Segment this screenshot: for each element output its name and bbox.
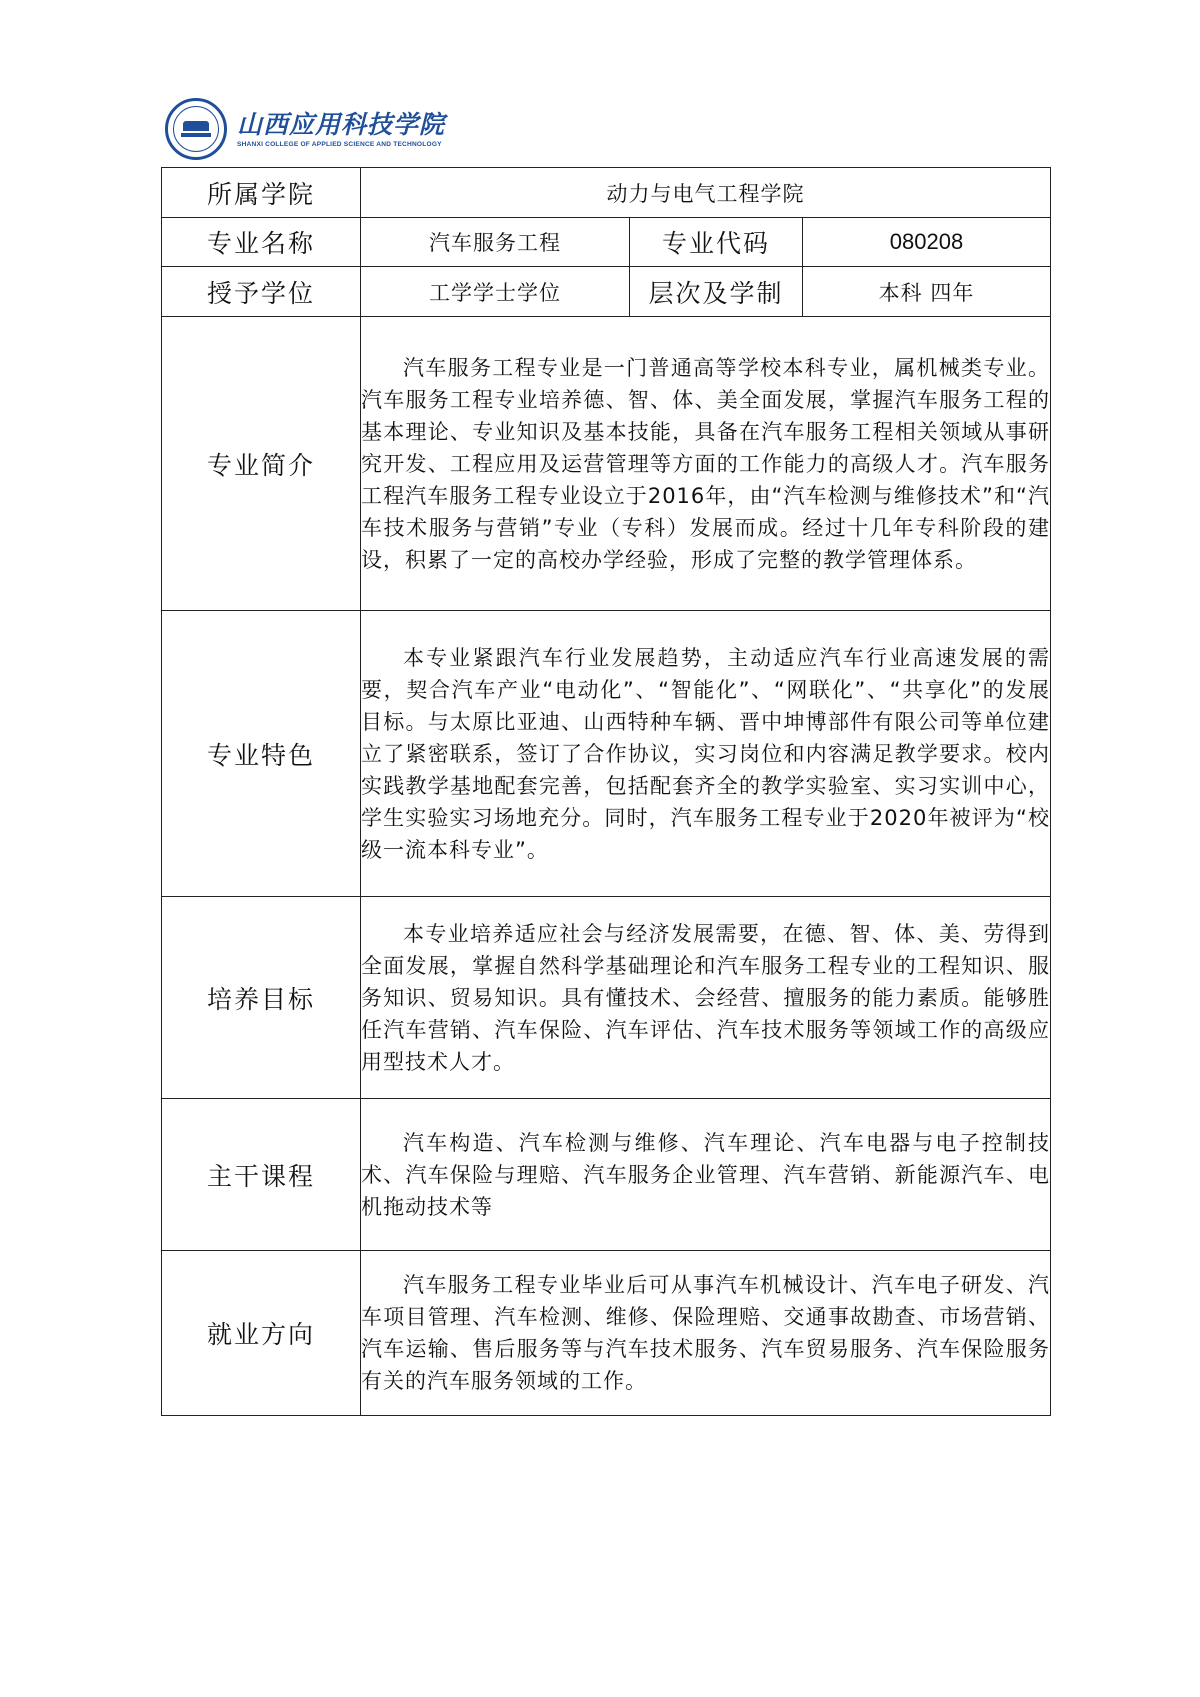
major-label: 专业名称 xyxy=(162,218,361,267)
row-intro xyxy=(162,317,1051,611)
school-seal-icon xyxy=(165,98,227,160)
careers-cell xyxy=(361,1251,1051,1416)
courses-cell xyxy=(361,1099,1051,1251)
row-major xyxy=(162,218,1051,267)
courses-label: 主干课程 xyxy=(162,1099,361,1251)
degree-label: 授予学位 xyxy=(162,267,361,317)
goals-text: 本专业培养适应社会与经济发展需要，在德、智、体、美、劳得到全面发展，掌握自然科学基础理论和汽车服务工程专业的工程知识、服务知识、贸易知识。具有懂技术、会经营、擅服务的能力素质。能够胜任汽车营销、汽车保险、汽车评估、汽车技术服务等领域工作的高级应用型技术人才。 xyxy=(361,921,1051,1074)
careers-label: 就业方向 xyxy=(162,1251,361,1416)
intro-label: 专业简介 xyxy=(162,317,361,611)
major-value: 汽车服务工程 xyxy=(361,218,630,267)
features-text: 本专业紧跟汽车行业发展趋势，主动适应汽车行业高速发展的需要，契合汽车产业“电动化”、“智能化”、“网联化”、“共享化”的发展目标。与太原比亚迪、山西特种车辆、晋中坤博部件有限公司等单位建立了紧密联系，签订了合作协议，实习岗位和内容满足教学要求。校内实践教学基地配套完善，包括配套齐全的教学实验室、实习实训中心，学生实验实习场地充分。同时，汽车服务工程专业于2020年被评为“校级一流本科专业”。 xyxy=(361,645,1051,862)
school-name-en: SHANXI COLLEGE OF APPLIED SCIENCE AND TECHNOLOGY xyxy=(237,140,442,148)
school-name-cn: 山西应用科技学院 xyxy=(237,109,446,139)
major-code-value: 080208 xyxy=(803,218,1051,267)
courses-text: 汽车构造、汽车检测与维修、汽车理论、汽车电器与电子控制技术、汽车保险与理赔、汽车服务企业管理、汽车营销、新能源汽车、电机拖动技术等 xyxy=(361,1130,1051,1219)
features-label: 专业特色 xyxy=(162,611,361,897)
row-courses xyxy=(162,1099,1051,1251)
school-name xyxy=(237,111,445,148)
goals-cell xyxy=(361,897,1051,1099)
college-value: 动力与电气工程学院 xyxy=(361,168,1051,218)
row-degree xyxy=(162,267,1051,317)
school-logo xyxy=(165,98,445,160)
features-cell xyxy=(361,611,1051,897)
level-label: 层次及学制 xyxy=(630,267,803,317)
goals-label: 培养目标 xyxy=(162,897,361,1099)
degree-value: 工学学士学位 xyxy=(361,267,630,317)
major-code-label: 专业代码 xyxy=(630,218,803,267)
intro-cell xyxy=(361,317,1051,611)
row-goals xyxy=(162,897,1051,1099)
careers-text: 汽车服务工程专业毕业后可从事汽车机械设计、汽车电子研发、汽车项目管理、汽车检测、维修、保险理赔、交通事故勘查、市场营销、汽车运输、售后服务等与汽车技术服务、汽车贸易服务、汽车保险服务有关的汽车服务领域的工作。 xyxy=(361,1273,1051,1393)
major-info-table xyxy=(161,167,1051,1416)
level-value: 本科 四年 xyxy=(803,267,1051,317)
intro-text: 汽车服务工程专业是一门普通高等学校本科专业，属机械类专业。汽车服务工程专业培养德、智、体、美全面发展，掌握汽车服务工程的基本理论、专业知识及基本技能，具备在汽车服务工程相关领域从事研究开发、工程应用及运营管理等方面的工作能力的高级人才。汽车服务工程汽车服务工程专业设立于2016年，由“汽车检测与维修技术”和“汽车技术服务与营销”专业（专科）发展而成。经过十几年专科阶段的建设，积累了一定的高校办学经验，形成了完整的教学管理体系。 xyxy=(361,355,1051,572)
row-careers xyxy=(162,1251,1051,1416)
row-features xyxy=(162,611,1051,897)
college-label: 所属学院 xyxy=(162,168,361,218)
row-college xyxy=(162,168,1051,218)
